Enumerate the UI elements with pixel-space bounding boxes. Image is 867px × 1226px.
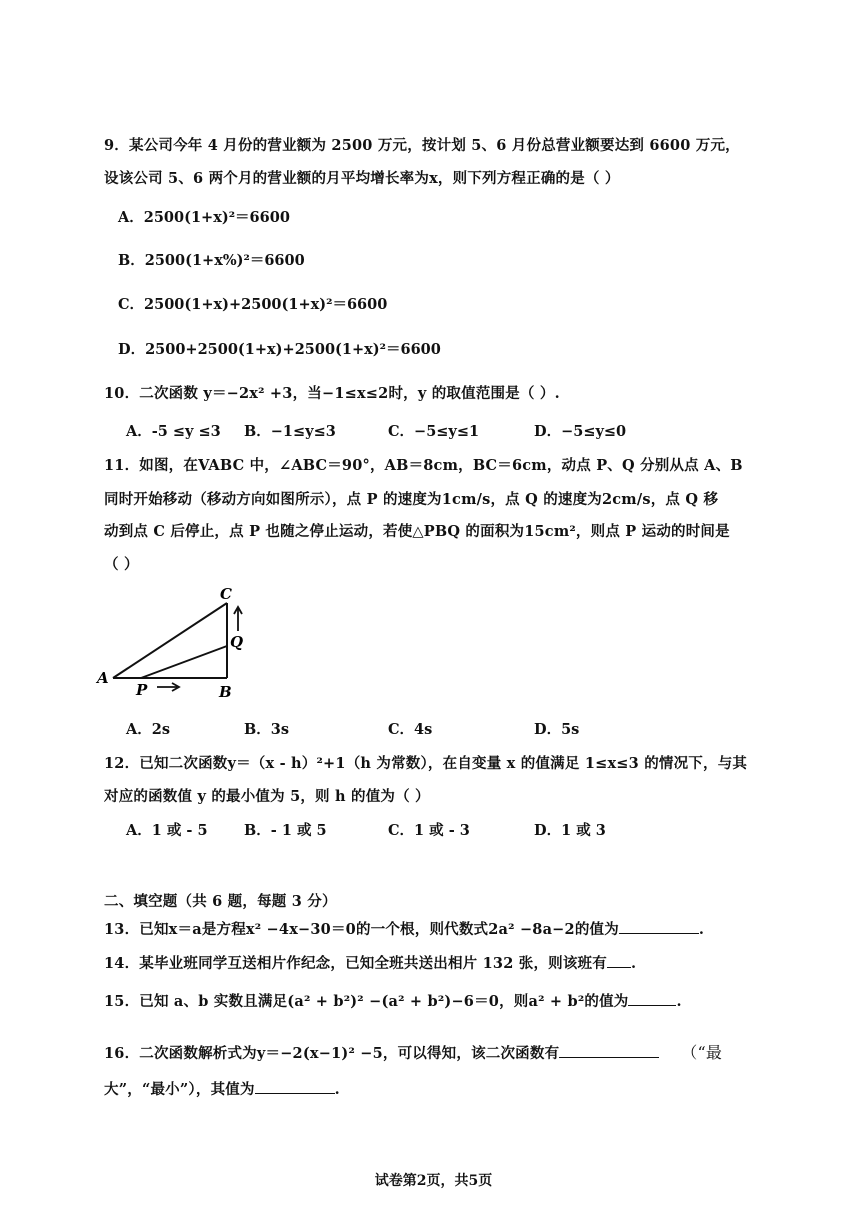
q15-line — [104, 990, 682, 1011]
q9-option-c: C．2500(1+x)+2500(1+x)²＝6600 — [118, 296, 388, 313]
q9-option-d: D．2500+2500(1+x)+2500(1+x)²＝6600 — [118, 341, 441, 358]
q16-end: . — [334, 1081, 340, 1098]
q11-line2: 同时开始移动（移动方向如图所示），点 P 的速度为1cm/s，点 Q 的速度为2cm/s，点 Q 移 — [104, 491, 719, 508]
q15-answer-blank[interactable] — [628, 991, 676, 1006]
q14-text: 14．某毕业班同学互送相片作纪念，已知全班共送出相片 132 张，则该班有 — [104, 955, 607, 972]
q10-option-d: D．−5≤y≤0 — [534, 423, 627, 440]
q11-line1: 11．如图，在VABC 中，∠ABC＝90°，AB＝8cm，BC＝6cm，动点 P、Q 分别从点 A、B — [104, 457, 743, 474]
q13-answer-blank[interactable] — [619, 919, 699, 934]
label-b: B — [219, 683, 232, 701]
q16-line1 — [104, 1040, 722, 1063]
page-footer: 试卷第2页，共5页 — [374, 1173, 493, 1189]
q11-line4: （ ） — [104, 556, 139, 573]
q10-option-b: B．−1≤y≤3 — [244, 423, 336, 440]
q14-answer-blank[interactable] — [607, 953, 631, 968]
q13-text: 13．已知x＝a是方程x² −4x−30＝0的一个根，则代数式2a² −8a−2的值为 — [104, 921, 619, 938]
q11-option-c: C．4s — [388, 721, 433, 738]
q16-line2 — [104, 1078, 340, 1099]
q12-option-b: B．- 1 或 5 — [244, 822, 327, 839]
q14-end: . — [630, 955, 637, 972]
q10-line1: 10．二次函数 y＝−2x² +3，当−1≤x≤2时，y 的取值范围是（ ）. — [104, 385, 560, 402]
q11-line3: 动到点 C 后停止，点 P 也随之停止运动，若使△PBQ 的面积为15cm²，则点 P 运动的时间是 — [104, 523, 730, 540]
q9-option-a: A．2500(1+x)²＝6600 — [118, 209, 290, 226]
label-q: Q — [230, 633, 244, 651]
q12-option-d: D．1 或 3 — [534, 822, 606, 839]
q11-option-b: B．3s — [244, 721, 290, 738]
q16-text: 16．二次函数解析式为y＝−2(x−1)² −5，可以得知，该二次函数有 — [104, 1045, 560, 1062]
q14-line — [104, 952, 636, 973]
q16-answer-blank-2[interactable] — [255, 1079, 335, 1094]
q9-line2: 设该公司 5、6 两个月的营业额的月平均增长率为x，则下列方程正确的是（ ） — [104, 170, 620, 187]
q13-line — [104, 918, 704, 939]
label-p: P — [136, 681, 148, 699]
q9-line1: 9．某公司今年 4 月份的营业额为 2500 万元，按计划 5、6 月份总营业额要达到 6600 万元， — [104, 137, 740, 154]
q12-option-a: A．1 或 - 5 — [126, 822, 208, 839]
q16-tail: （“最 — [681, 1043, 723, 1062]
label-c: C — [220, 585, 232, 603]
q12-option-c: C．1 或 - 3 — [388, 822, 470, 839]
q10-option-a: A．-5 ≤y ≤3 — [126, 423, 221, 440]
q13-end: . — [698, 921, 705, 938]
q15-end: . — [676, 993, 682, 1010]
triangle-figure — [95, 583, 265, 703]
q11-option-d: D．5s — [534, 721, 580, 738]
q15-text: 15．已知 a、b 实数且满足(a² + b²)² −(a² + b²)−6＝0，则a² + b²的值为 — [104, 993, 629, 1010]
q16-answer-blank-1[interactable] — [559, 1043, 659, 1058]
q10-option-c: C．−5≤y≤1 — [388, 423, 480, 440]
q9-option-b: B．2500(1+x%)²＝6600 — [118, 252, 305, 269]
label-a: A — [97, 669, 109, 687]
section2-title: 二、填空题（共 6 题，每题 3 分） — [104, 893, 337, 910]
q11-option-a: A．2s — [126, 721, 171, 738]
q12-line1: 12．已知二次函数y＝（x - h）²+1（h 为常数），在自变量 x 的值满足 1≤x≤3 的情况下，与其 — [104, 755, 748, 772]
q16-line2-text: 大”，“最小”），其值为 — [104, 1081, 255, 1098]
q12-line2: 对应的函数值 y 的最小值为 5，则 h 的值为（ ） — [104, 788, 430, 805]
